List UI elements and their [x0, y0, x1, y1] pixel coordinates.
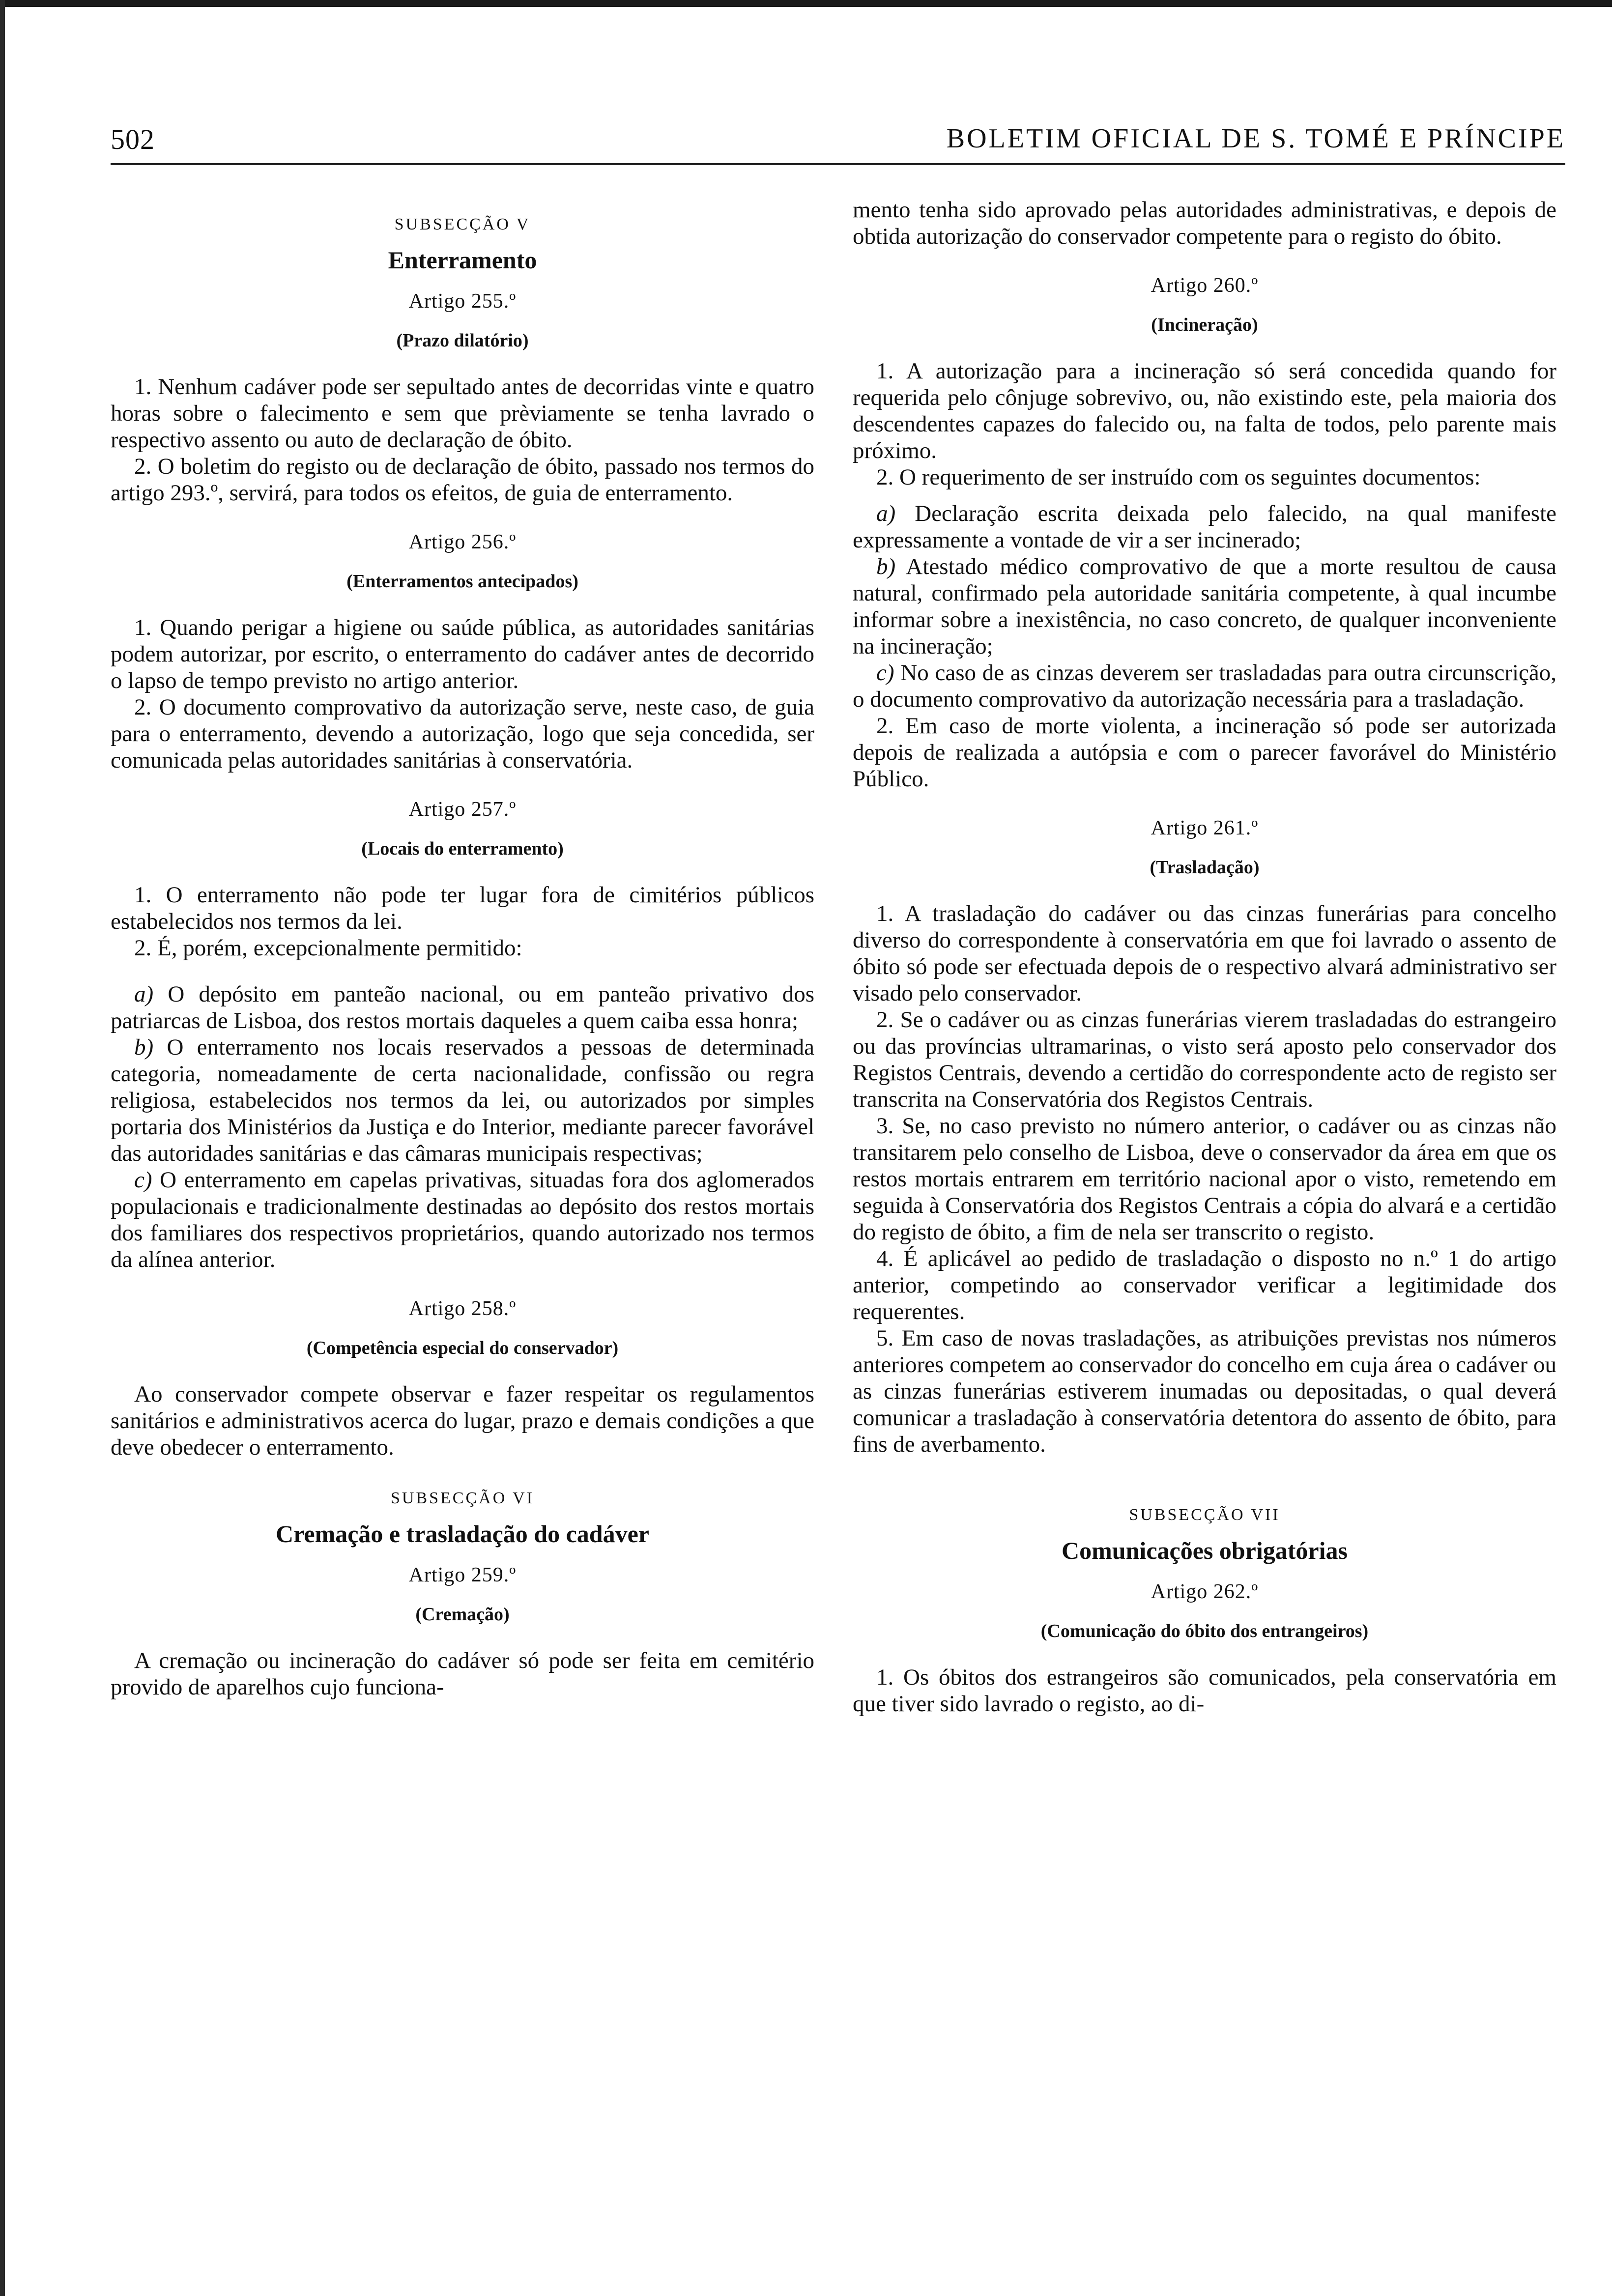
article-title: (Comunicação do óbito dos entrangeiros) [1040, 1621, 1369, 1641]
article-number: Artigo 262.º [1151, 1580, 1259, 1603]
left-border-rule [0, 0, 5, 2296]
article-number: Artigo 256.º [408, 531, 517, 553]
item-text: Declaração escrita deixada pelo falecido, na qual manifeste expressamente a vontade de vir a ser incinerado; [853, 501, 1556, 553]
subsection-title: Comunicações obrigatórias [1062, 1537, 1348, 1564]
paragraph: 2. É, porém, excepcionalmente permitido: [134, 935, 522, 961]
paragraph: 5. Em caso de novas trasladações, as atribuições previstas nos números anteriores competem ao conservador do concelho em cuja área o cadáver ou as cinzas funerárias estiverem inumadas ou depositadas, o qual deverá comunicar a trasladação à conservatória detentora do assento de óbito, para fins de averbamento. [853, 1325, 1556, 1457]
item-text: O depósito em panteão nacional, ou em panteão privativo dos patriarcas de Lisboa, dos restos mortais daqueles a quem caiba essa honra; [111, 981, 815, 1033]
paragraph: 1. Nenhum cadáver pode ser sepultado antes de decorridas vinte e quatro horas sobre o falecimento e sem que prèviamente se tenha lavrado o respectivo assento ou auto de declaração de óbito. [111, 374, 814, 453]
page-number: 502 [111, 123, 155, 155]
item-text: O enterramento nos locais reservados a pessoas de determinada categoria, nomeadamente de certa nacionalidade, confissão ou regra religiosa, estabelecidos nos termos da lei, ou autorizados por simples portaria dos Ministérios da Justiça e do Interior, mediante parecer favorável das autoridades sanitárias e das câmaras municipais respectivas; [111, 1034, 814, 1166]
subsection-title: Enterramento [388, 246, 537, 274]
item-marker: c) [134, 1167, 152, 1193]
top-border-rule [0, 0, 1612, 7]
item-marker: a) [134, 981, 154, 1007]
paragraph: 1. Os óbitos dos estrangeiros são comunicados, pela conservatória em que tiver sido lavrado o registo, ao di- [853, 1665, 1556, 1717]
right-column [853, 197, 1556, 1717]
article-title: (Prazo dilatório) [396, 330, 529, 351]
item-marker: c) [876, 660, 894, 686]
header-divider [111, 163, 1565, 165]
paragraph: 2. Em caso de morte violenta, a incineração só pode ser autorizada depois de realizada a autópsia e com o parecer favorável do Ministério Público. [853, 713, 1556, 792]
paragraph: 1. Quando perigar a higiene ou saúde pública, as autoridades sanitárias podem autorizar, por escrito, o enterramento do cadáver antes de decorrido o lapso de tempo previsto no artigo anterior. [111, 615, 814, 693]
page-header [111, 118, 1565, 162]
item-text: O enterramento em capelas privativas, situadas fora dos aglomerados populacionais e tradicionalmente destinadas ao depósito dos restos mortais dos familiares dos respectivos proprietários, quando autorizado nos termos da alínea anterior. [111, 1167, 814, 1272]
list-item [111, 1034, 814, 1167]
item-marker: b) [134, 1034, 154, 1060]
paragraph: mento tenha sido aprovado pelas autoridades administrativas, e depois de obtida autorização do conservador competente para o registo do óbito. [853, 197, 1556, 249]
paragraph: A cremação ou incineração do cadáver só pode ser feita em cemitério provido de aparelhos cujo funciona- [111, 1648, 814, 1700]
item-text: Atestado médico comprovativo de que a morte resultou de causa natural, confirmado pela autoridade sanitária competente, à qual incumbe informar sobre a inexistência, no caso concreto, de qualquer inconveniente na incineração; [853, 554, 1556, 659]
article-title: (Trasladação) [1150, 857, 1260, 878]
paragraph: 4. É aplicável ao pedido de trasladação o disposto no n.º 1 do artigo anterior, competindo ao conservador verificar a legitimidade dos requerentes. [853, 1246, 1556, 1324]
paragraph: Ao conservador compete observar e fazer respeitar os regulamentos sanitários e administrativos acerca do lugar, prazo e demais condições a que deve obedecer o enterramento. [111, 1381, 814, 1460]
list-item [111, 1167, 814, 1273]
paragraph: 1. O enterramento não pode ter lugar fora de cimitérios públicos estabelecidos nos termos da lei. [111, 882, 814, 934]
article-title: (Cremação) [415, 1604, 510, 1625]
publication-title: BOLETIM OFICIAL DE S. TOMÉ E PRÍNCIPE [946, 123, 1565, 154]
article-title: (Locais do enterramento) [361, 838, 564, 859]
article-number: Artigo 258.º [408, 1297, 517, 1320]
item-marker: a) [876, 501, 896, 526]
paragraph: 2. O documento comprovativo da autorização serve, neste caso, de guia para o enterramento, devendo a autorização, logo que seja concedida, ser comunicada pelas autoridades sanitárias à conservatória. [111, 694, 814, 773]
paragraph: 3. Se, no caso previsto no número anterior, o cadáver ou as cinzas não transitarem pelo conselho de Lisboa, deve o conservador da área em que os restos mortais entrarem em território nacional apor o visto, remetendo em seguida à Conservatória dos Registos Centrais a cópia do alvará e a certidão do registo de óbito, a fim de nela ser transcrito o registo. [853, 1113, 1556, 1245]
paragraph: 2. Se o cadáver ou as cinzas funerárias vierem trasladadas do estrangeiro ou das províncias ultramarinas, o visto será aposto pelo conservador dos Registos Centrais, devendo a certidão do correspondente acto de registo ser transcrita na Conservatória dos Registos Centrais. [853, 1007, 1556, 1112]
subsection-heading: SUBSECÇÃO V [394, 215, 531, 233]
article-title: (Incineração) [1151, 315, 1258, 335]
subsection-heading: SUBSECÇÃO VII [1129, 1506, 1280, 1524]
paragraph: 2. O requerimento de ser instruído com os seguintes documentos: [876, 464, 1481, 490]
list-item [853, 500, 1556, 553]
article-title: (Enterramentos antecipados) [346, 571, 578, 592]
item-text: No caso de as cinzas deverem ser trasladadas para outra circunscrição, o documento comprovativo da autorização necessária para a trasladação. [853, 660, 1557, 712]
paragraph: 2. O boletim do registo ou de declaração de óbito, passado nos termos do artigo 293.º, servirá, para todos os efeitos, de guia de enterramento. [111, 454, 814, 506]
item-marker: b) [876, 554, 896, 579]
list-item [853, 660, 1556, 713]
article-number: Artigo 257.º [408, 798, 517, 821]
list-item [853, 553, 1556, 660]
paragraph: 1. A trasladação do cadáver ou das cinzas funerárias para concelho diverso do correspondente à conservatória em que foi lavrado o assento de óbito só pode ser efectuada depois de o respectivo alvará administrativo ser visado pelo conservador. [853, 901, 1556, 1006]
paragraph: 1. A autorização para a incineração só será concedida quando for requerida pelo cônjuge sobrevivo, ou, não existindo este, pela maioria dos descendentes capazes do falecido ou, na falta de todos, pelo parente mais próximo. [853, 358, 1556, 463]
subsection-title: Cremação e trasladação do cadáver [275, 1520, 649, 1548]
list-item [111, 981, 814, 1034]
article-title: (Competência especial do conservador) [306, 1338, 619, 1358]
article-number: Artigo 261.º [1151, 817, 1259, 839]
subsection-heading: SUBSECÇÃO VI [390, 1489, 535, 1507]
article-number: Artigo 259.º [408, 1564, 517, 1586]
article-number: Artigo 255.º [408, 290, 517, 313]
left-column [111, 197, 814, 1700]
article-number: Artigo 260.º [1151, 274, 1259, 297]
